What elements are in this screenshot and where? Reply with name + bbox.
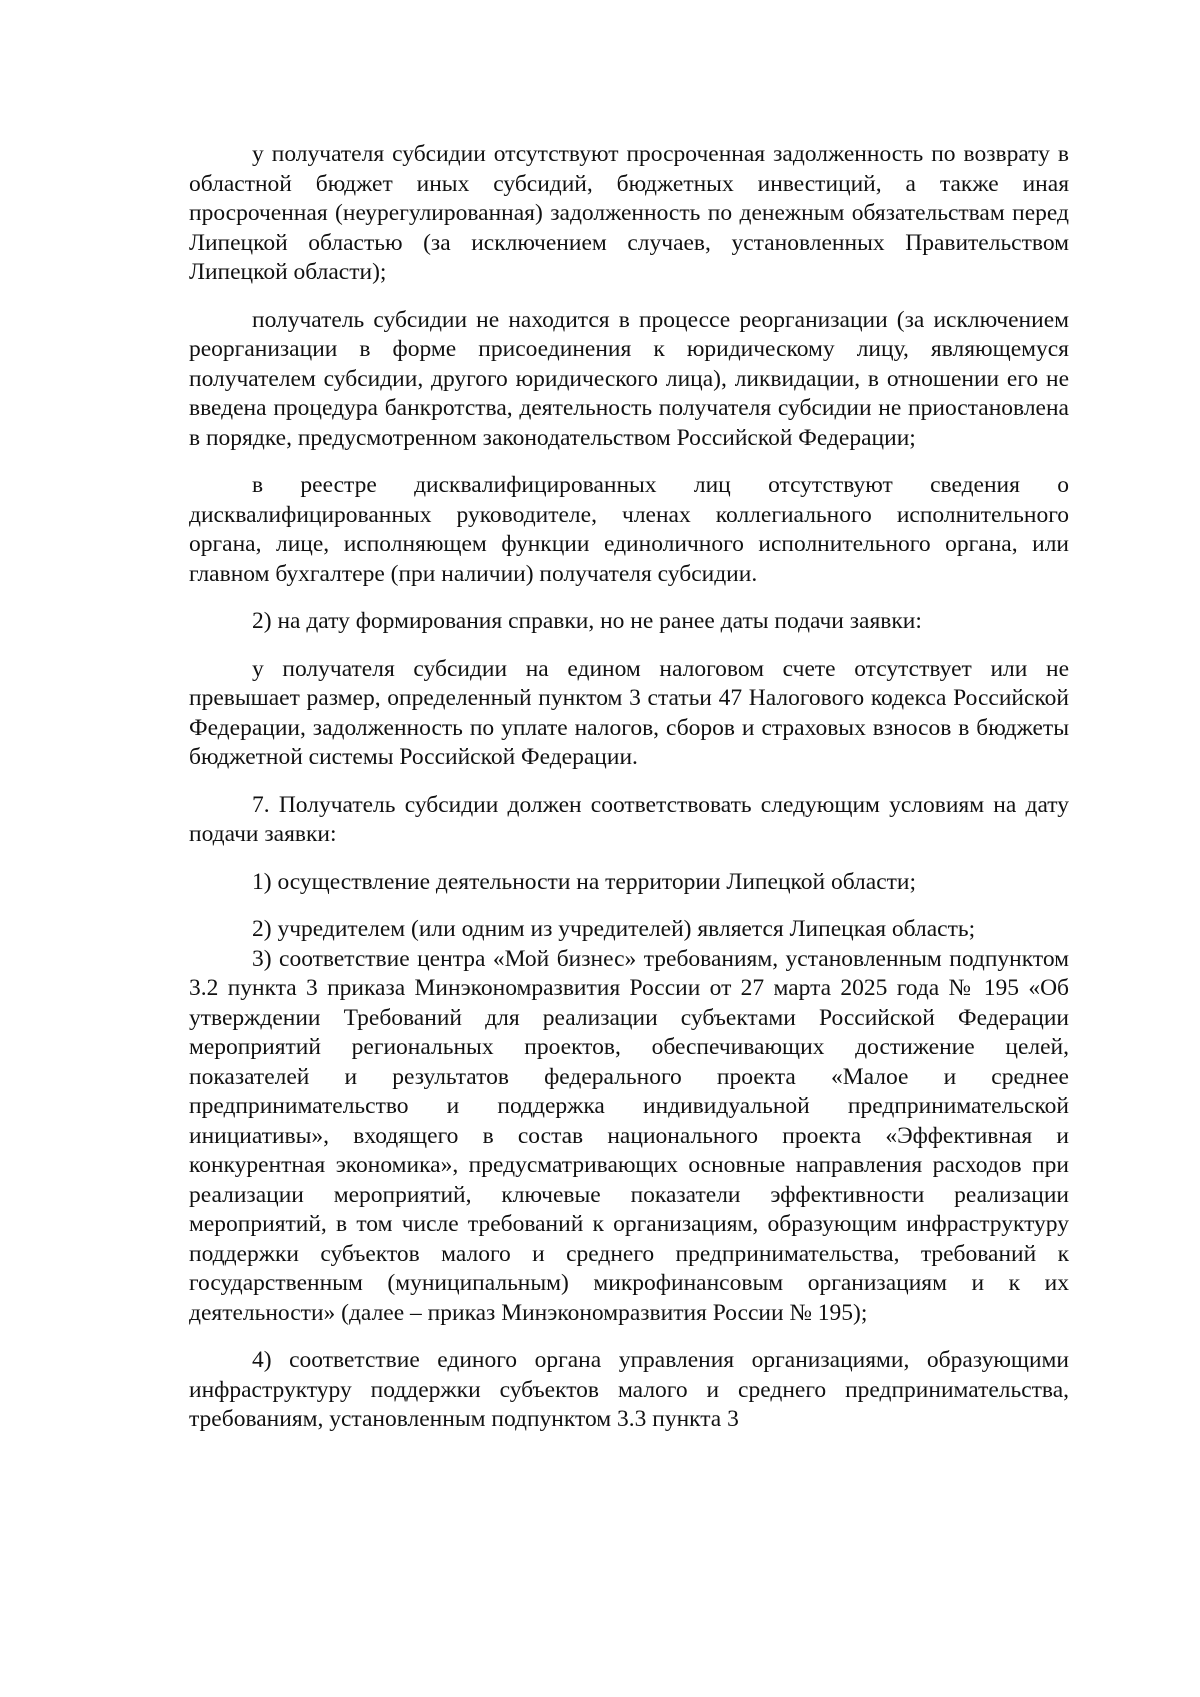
paragraph-condition-4: 4) соответствие единого органа управления организациями, образующими инфраструктуру поддержки субъектов малого и среднего предпринимательства, требованиям, установленным подпунктом 3.3 пункта 3	[189, 1347, 1069, 1432]
paragraph-tax-account: у получателя субсидии на едином налоговом счете отсутствует или не превышает размер, определенный пунктом 3 статьи 47 Налогового кодекса Российской Федерации, задолженность по уплате налогов, сборов и страховых взносов в бюджеты бюджетной системы Российской Федерации.	[189, 655, 1069, 770]
document-body	[189, 140, 1069, 1435]
paragraph-disqualified-registry: в реестре дисквалифицированных лиц отсутствуют сведения о дисквалифицированных руководителе, членах коллегиального исполнительного органа, лице, исполняющем функции единоличного исполнительного органа, или главном бухгалтере (при наличии) получателя субсидии.	[189, 472, 1069, 587]
paragraph-certificate-date: 2) на дату формирования справки, но не ранее даты подачи заявки:	[252, 608, 922, 634]
paragraph-condition-3: 3) соответствие центра «Мой бизнес» требованиям, установленным подпунктом 3.2 пункта 3 приказа Минэкономразвития России от 27 марта 2025 года № 195 «Об утверждении Требований для реализации субъектами Российской Федерации мероприятий региональных проектов, обеспечивающих достижение целей, показателей и результатов федерального проекта «Малое и среднее предпринимательство и поддержка индивидуальной предпринимательской инициативы», входящего в состав национального проекта «Эффективная и конкурентная экономика», предусматривающих основные направления расходов при реализации мероприятий, ключевые показатели эффективности реализации мероприятий, в том числе требований к организациям, образующим инфраструктуру поддержки субъектов малого и среднего предпринимательства, требований к государственным (муниципальным) микрофинансовым организациям и к их деятельности» (далее – приказ Минэкономразвития России № 195);	[189, 945, 1069, 1326]
paragraph-no-overdue-debt: у получателя субсидии отсутствуют просроченная задолженность по возврату в областной бюджет иных субсидий, бюджетных инвестиций, а также иная просроченная (неурегулированная) задолженность по денежным обязательствам перед Липецкой областью (за исключением случаев, установленных Правительством Липецкой области);	[189, 141, 1069, 285]
paragraph-condition-1: 1) осуществление деятельности на территории Липецкой области;	[252, 868, 917, 895]
paragraph-item-7: 7. Получатель субсидии должен соответствовать следующим условиям на дату подачи заявки:	[189, 791, 1069, 847]
paragraph-no-reorganization: получатель субсидии не находится в процессе реорганизации (за исключением реорганизации в форме присоединения к юридическому лицу, являющемуся получателем субсидии, другого юридического лица), ликвидации, в отношении его не введена процедура банкротства, деятельность получателя субсидии не приостановлена в порядке, предусмотренном законодательством Российской Федерации;	[189, 306, 1069, 451]
paragraph-condition-2: 2) учредителем (или одним из учредителей) является Липецкая область;	[252, 916, 976, 942]
